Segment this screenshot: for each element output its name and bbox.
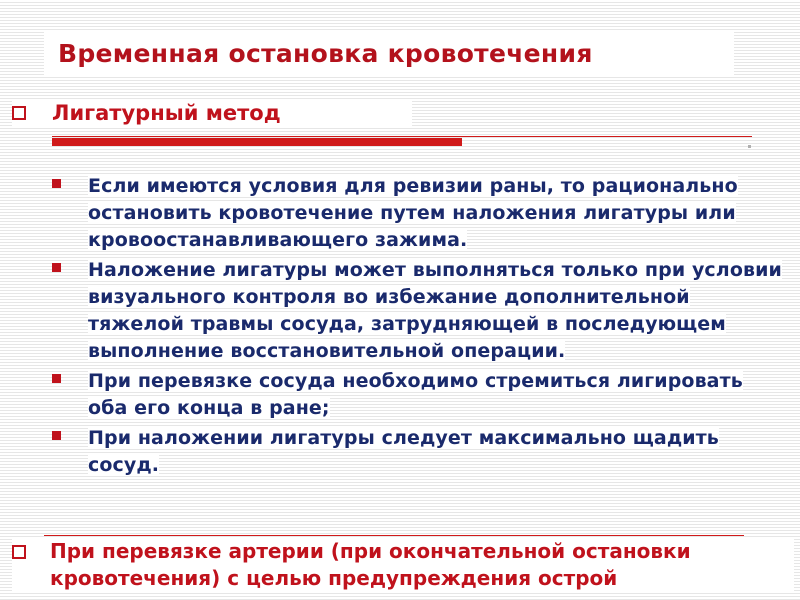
heading-underline-thin xyxy=(52,136,752,137)
section-heading-ligature-method xyxy=(12,100,412,127)
bottom-divider xyxy=(44,535,744,536)
slide-title: Временная остановка кровотечения xyxy=(44,32,734,76)
section-heading-text: Лигатурный метод xyxy=(52,101,281,125)
hollow-square-bullet-icon xyxy=(12,106,26,120)
square-bullet-icon xyxy=(52,374,61,383)
square-bullet-icon xyxy=(52,179,61,188)
list-item-text: При перевязке сосуда необходимо стремиться лигировать оба его конца в ране; xyxy=(88,370,743,419)
list-item xyxy=(48,173,786,254)
list-item-text: Наложение лигатуры может выполняться только при условии визуального контроля во избежание дополнительной тяжелой травмы сосуда, затрудняющей в последующем выполнение восстановительной операции. xyxy=(88,259,782,362)
section-paragraph-text: При перевязке артерии (при окончательной остановки кровотечения) с целью предупреждения острой xyxy=(50,539,691,590)
section-paragraph-artery-ligation xyxy=(12,538,794,592)
list-item-text: При наложении лигатуры следует максимально щадить сосуд. xyxy=(88,427,719,476)
list-item xyxy=(48,257,786,365)
square-bullet-icon xyxy=(52,263,61,272)
list-item-text: Если имеются условия для ревизии раны, то рационально остановить кровотечение путем наложения лигатуры или кровоостанавливающего зажима. xyxy=(88,175,738,251)
list-item xyxy=(48,425,786,479)
heading-underline-thick xyxy=(52,138,462,146)
bullet-list xyxy=(48,173,786,482)
hollow-square-bullet-icon xyxy=(12,545,26,559)
square-bullet-icon xyxy=(52,431,61,440)
list-item xyxy=(48,368,786,422)
rule-end-mark xyxy=(748,145,751,148)
